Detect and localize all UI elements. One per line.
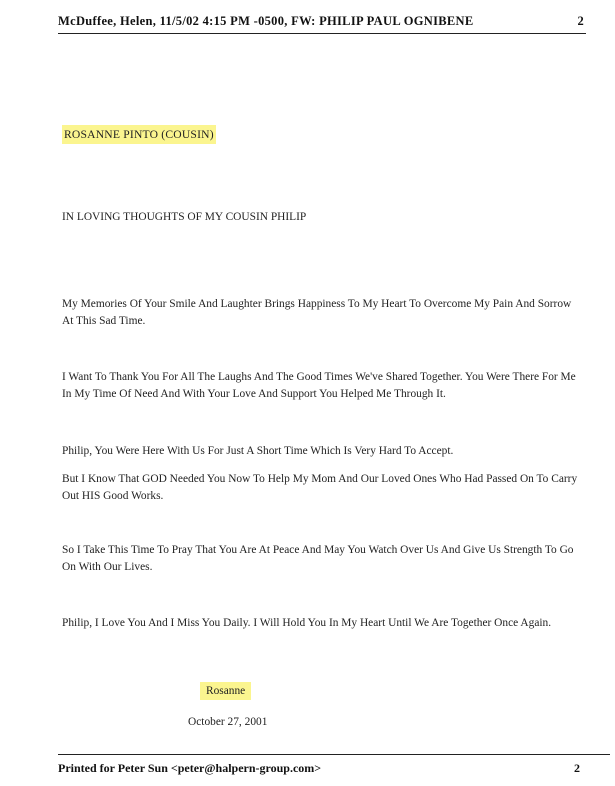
footer-divider (58, 754, 610, 755)
signature-line (200, 685, 251, 697)
paragraph-3: Philip, You Were Here With Us For Just A Short Time Which Is Very Hard To Accept. (62, 445, 454, 457)
paragraph-5: So I Take This Time To Pray That You Are At Peace And May You Watch Over Us And Give Us Strength To Go On With Our Lives. (62, 544, 574, 573)
header-divider (58, 33, 586, 34)
header-page-number: 2 (577, 14, 584, 28)
print-footer-text: Printed for Peter Sun <peter@halpern-group.com> (58, 761, 322, 775)
recipient-line (62, 126, 216, 143)
paragraph-2: I Want To Thank You For All The Laughs And The Good Times We've Shared Together. You Were There For Me In My Time Of Need And With Your Love And Support You Helped Me Through It. (62, 371, 576, 400)
recipient-highlight: ROSANNE PINTO (COUSIN) (62, 125, 216, 144)
letter-date: October 27, 2001 (188, 716, 268, 728)
paragraph-6: Philip, I Love You And I Miss You Daily. I Will Hold You In My Heart Until We Are Together Once Again. (62, 617, 552, 629)
letter-title: IN LOVING THOUGHTS OF MY COUSIN PHILIP (62, 211, 307, 223)
print-footer (58, 761, 580, 776)
signature-name: Rosanne (200, 682, 251, 700)
email-header-text: McDuffee, Helen, 11/5/02 4:15 PM -0500, FW: PHILIP PAUL OGNIBENE (58, 14, 474, 28)
paragraph-4: But I Know That GOD Needed You Now To Help My Mom And Our Loved Ones Who Had Passed On To Carry Out HIS Good Works. (62, 473, 578, 502)
footer-page-number: 2 (574, 761, 580, 775)
paragraph-1: My Memories Of Your Smile And Laughter Brings Happiness To My Heart To Overcome My Pain And Sorrow At This Sad Time. (62, 298, 572, 327)
email-header (58, 14, 584, 29)
